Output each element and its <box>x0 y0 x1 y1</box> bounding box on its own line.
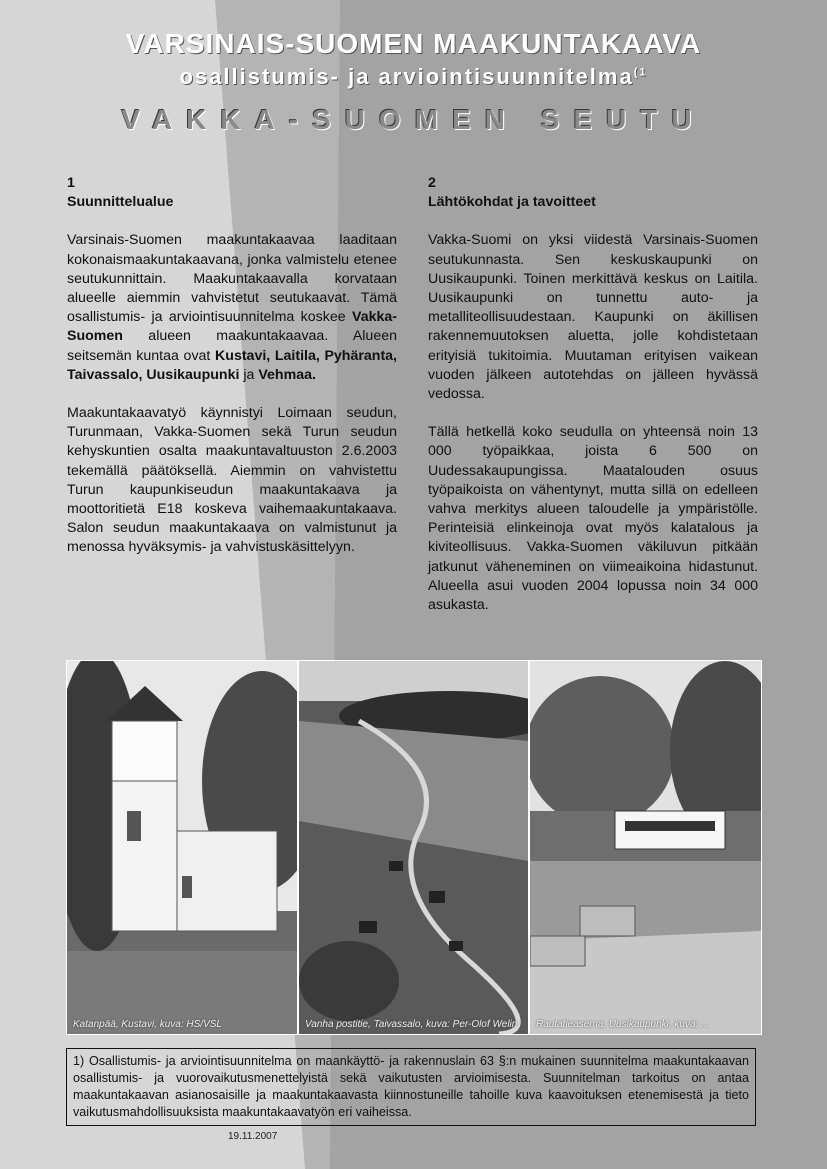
footnote-reference: (1 <box>633 66 648 79</box>
paragraph: Tällä hetkellä koko seudulla on yhteensä noin 13 000 työpaikkaa, joista 6 500 on Uudessakaupungissa. Maatalouden osuus työpaikoista on vähentynyt, mutta sillä on edelleen vahva merkitys alueen taloudelle ja ympäristölle. Perinteisiä elinkeinoja ovat myös kalatalous ja kiviteollisuus. Vakka-Suomen väkiluvun pitkään jatkunut väheneminen on viimeaikoina hidastunut. Alueella asui vuoden 2004 lopussa noin 34 000 asukasta. <box>428 424 758 614</box>
section-number: 2 <box>428 175 436 191</box>
photo-caption: Katanpää, Kustavi, kuva: HS/VSL <box>73 1019 222 1030</box>
photo-train-station <box>530 661 761 1034</box>
bold-text: Kustavi, Laitila, Pyhäranta, Taivassalo, Uusikaupunki <box>67 347 398 383</box>
aerial-village-image <box>299 661 528 1034</box>
photo-caption: Rautatieasema, Uusikaupunki, kuva: ... <box>536 1019 710 1030</box>
section-title: Lähtökohdat ja tavoitteet <box>428 194 596 211</box>
section-title: Suunnittelualue <box>67 194 174 211</box>
text-run: ja <box>239 366 259 383</box>
photo-strip <box>66 660 762 1035</box>
photo-caption: Vanha postitie, Taivassalo, kuva: Per-Olof Welin <box>305 1019 518 1030</box>
water-tower-image <box>67 661 297 1034</box>
paragraph: Vakka-Suomi on yksi viidestä Varsinais-Suomen seutukunnasta. Sen keskuskaupunki on Uusikaupunki. Toinen merkittävä keskus on Laitila. Uusikaupunki on tunnettu auto- ja metalliteollisuudestaan. Kaupunki on äkillisen rakennemuutoksen aluetta, jolle kohdistetaan erityisiä tukitoimia. Muutaman erityisen vaikean vuoden jälkeen autotehdas on jälleen hyvässä vedossa. <box>428 232 758 403</box>
bold-text: Vakka-Suomen <box>67 309 397 345</box>
region-title: VAKKA-SUOMEN SEUTU <box>121 104 706 135</box>
train-station-image <box>530 661 761 1034</box>
paragraph <box>67 231 397 385</box>
document-date: 19.11.2007 <box>228 1131 278 1142</box>
photo-water-tower <box>67 661 297 1034</box>
text-run: Varsinais-Suomen maakuntakaavaa laaditaan kokonaismaakuntakaavana, jonka valmistelu etenee seutukunnittain. Maakuntakaavalla korvataan alueelle aiemmin vahvistetut seutukaavat. Tämä osallistumis- ja arviointisuunnitelma koskee <box>67 232 397 326</box>
subtitle-text: osallistumis- ja arviointisuunnitelma <box>179 64 634 89</box>
page-header <box>0 28 827 136</box>
footnote-box: 1) Osallistumis- ja arviointisuunnitelma on maankäyttö- ja rakennuslain 63 §:n mukainen suunnitelma maakuntakaavan osallistumis- ja vuorovaikutusmenettelyistä sekä vaikutusten arvioimisesta. Suunnitelman tarkoitus on antaa maakuntakaavan asianosaisille ja maakuntakaavasta kiinnostuneille tahoille kuva kaavoituksen etenemisestä ja tieto vaikutusmahdollisuuksista maakuntakaavatyön eri vaiheissa. <box>66 1048 756 1126</box>
page-subtitle <box>0 64 827 90</box>
text-run: alueen maakuntakaavaa. Alueen seitsemän kuntaa ovat <box>67 328 397 364</box>
bold-text: Vehmaa. <box>258 366 316 383</box>
paragraph: Maakuntakaavatyö käynnistyi Loimaan seudun, Turunmaan, Vakka-Suomen sekä Turun seudun kehyskuntien osalta maakuntavaltuuston 2.6.2003 tekemällä päätöksellä. Aiemmin on vahvistettu Turun kaupunkiseudun maakuntakaava ja moottoritietä E18 koskeva vaihemaakuntakaava. Salon seudun maakuntakaava on valmistunut ja menossa hyväksymis- ja vahvistuskäsittelyyn. <box>67 405 397 556</box>
section-1 <box>67 174 397 577</box>
section-number: 1 <box>67 175 75 191</box>
page-title: VARSINAIS-SUOMEN MAAKUNTAKAAVA <box>125 28 702 59</box>
photo-aerial-village <box>299 661 528 1034</box>
section-2 <box>428 174 758 634</box>
